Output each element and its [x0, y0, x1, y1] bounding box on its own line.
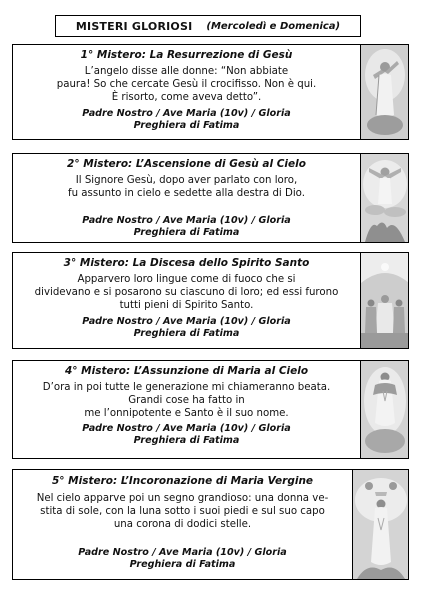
mystery-text	[13, 154, 360, 242]
mystery-body	[68, 174, 305, 200]
mystery-line: Apparvero loro lingue come di fuoco che si	[77, 274, 296, 285]
mystery-title: 4° Mistero: L’Assunzione di Maria al Cielo	[64, 365, 309, 377]
prayer-line: Preghiera di Fatima	[133, 227, 240, 238]
mystery-line: fu assunto in cielo e sedette alla destra di Dio.	[68, 188, 305, 199]
mystery-line: L’angelo disse alle donne: “Non abbiate	[84, 66, 289, 77]
mystery-line: D’ora in poi tutte le generazione mi chiameranno beata.	[42, 382, 331, 393]
prayer-line: Padre Nostro / Ave Maria (10v) / Gloria	[82, 316, 291, 327]
mystery-card-3	[12, 252, 409, 349]
mystery-card-1	[12, 44, 409, 140]
prayer-line: Preghiera di Fatima	[133, 120, 240, 131]
mystery-line: dividevano e si posarono su ciascuno di loro; ed essi furono	[34, 287, 339, 298]
mystery-body	[43, 381, 330, 420]
mystery-title: 1° Mistero: La Resurrezione di Gesù	[80, 49, 293, 61]
page-title: MISTERI GLORIOSI	[75, 19, 193, 33]
prayer-line: Preghiera di Fatima	[133, 328, 240, 339]
mystery-title: 3° Mistero: La Discesa dello Spirito Santo	[63, 257, 310, 269]
ascension-icon	[360, 154, 408, 242]
mystery-title: 5° Mistero: L’Incoronazione di Maria Vergine	[51, 475, 314, 487]
mystery-body	[37, 492, 329, 531]
mystery-card-5	[12, 469, 409, 580]
coronation-icon	[352, 470, 408, 579]
mystery-line: È risorto, come aveva detto”.	[111, 92, 262, 103]
page-subtitle: (Mercoledì e Domenica)	[206, 20, 341, 32]
mystery-line: me l’onnipotente e Santo è il suo nome.	[84, 408, 289, 419]
mystery-line: Nel cielo apparve poi un segno grandioso: una donna ve-	[36, 493, 329, 504]
page-header	[55, 15, 361, 37]
assumption-icon	[360, 361, 408, 458]
mystery-text	[13, 45, 360, 139]
mystery-body	[57, 65, 317, 104]
mystery-title: 2° Mistero: L’Ascensione di Gesù al Cielo	[67, 158, 306, 170]
risen-christ-icon	[360, 45, 408, 139]
mystery-line: tutti pieni di Spirito Santo.	[119, 300, 254, 311]
pentecost-icon	[360, 253, 408, 348]
prayer-line: Padre Nostro / Ave Maria (10v) / Gloria	[82, 108, 291, 119]
mystery-text	[13, 361, 360, 458]
mystery-text	[13, 253, 360, 348]
mystery-text	[13, 470, 352, 579]
mystery-body	[35, 273, 339, 312]
mystery-line: una corona di dodici stelle.	[113, 519, 252, 530]
mystery-line: paura! So che cercate Gesù il crocifisso. Non è qui.	[56, 79, 317, 90]
mystery-line: stita di sole, con la luna sotto i suoi piedi e sul suo capo	[40, 506, 325, 517]
prayer-line: Padre Nostro / Ave Maria (10v) / Gloria	[78, 547, 287, 558]
mystery-card-2	[12, 153, 409, 243]
mystery-card-4	[12, 360, 409, 459]
prayer-line: Preghiera di Fatima	[133, 435, 240, 446]
prayer-line: Padre Nostro / Ave Maria (10v) / Gloria	[82, 423, 291, 434]
prayer-line: Padre Nostro / Ave Maria (10v) / Gloria	[82, 215, 291, 226]
mystery-line: Il Signore Gesù, dopo aver parlato con loro,	[75, 175, 298, 186]
mystery-line: Grandi cose ha fatto in	[128, 395, 245, 406]
prayer-line: Preghiera di Fatima	[129, 559, 236, 570]
